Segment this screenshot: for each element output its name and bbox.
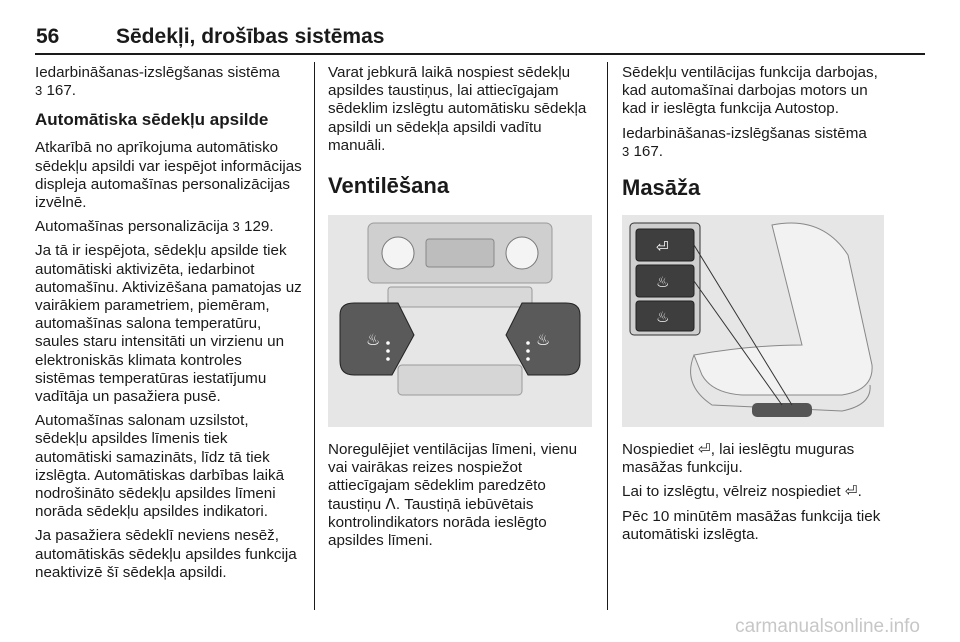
svg-text:♨: ♨	[366, 330, 381, 350]
column-2	[328, 64, 596, 556]
column-divider-1	[314, 62, 315, 610]
page-ref[interactable]: 129.	[239, 218, 274, 236]
page-ref-arrow-icon: 3	[622, 143, 630, 159]
dashboard-illustration	[328, 215, 592, 427]
page-ref-arrow-icon: 3	[35, 83, 43, 99]
heading-auto-seat-heating: Automātiska sēdekļu apsilde	[35, 110, 269, 130]
column-3	[622, 64, 890, 550]
page-header	[0, 0, 960, 56]
column-divider-2	[607, 62, 608, 610]
svg-text:⏎: ⏎	[656, 238, 669, 257]
paragraph-auto-activation: Ja tā ir iespējota, sēdekļu apsilde tiek automātiski aktivizēta, iedarbinot automašīnu. Aktivizēšana pamatojas uz vairākiem parametriem, piemēram, automašīnas salona temperatūru, saules staru intensitāti un virzienu un elektroniskās klimata kontroles sistēmas temperatūras iestatījumu vadītāja un pasažiera pusē.	[35, 242, 302, 406]
page-ref[interactable]: 167.	[629, 142, 664, 160]
page-number: 56	[36, 25, 60, 48]
paragraph-passenger-seat: Ja pasažiera sēdeklī neviens nesēž, automātiskās sēdekļu apsildes funkcija neaktivizē šī sēdekļa apsildi.	[35, 527, 297, 581]
ventilation-button-icon: ⴷ	[385, 495, 396, 513]
figure-ventilation-buttons	[328, 215, 592, 427]
page-ref[interactable]: 167.	[42, 82, 77, 100]
svg-text:♨: ♨	[656, 273, 670, 292]
paragraph-ventilation-level: Noregulējiet ventilācijas līmeni, vienu vai vairākas reizes nospiežot attiecīgajam sēdeklim paredzēto taustiņu ⴷ. Taustiņā iebūvētais kontrolindikators norāda ieslēgto apsildes līmeni.	[328, 441, 578, 550]
heading-ventilation: Ventilēšana	[328, 173, 450, 199]
heading-massage: Masāža	[622, 175, 701, 201]
paragraph-personalization-ref: Automašīnas personalizācija 3 129.	[35, 218, 274, 236]
paragraph-manual-control: Varat jebkurā laikā nospiest sēdekļu apsildes taustiņus, lai attiecīgajam sēdeklim izslēgtu automātisku sēdekļa apsildi un sēdekļa apsildi vadītu manuāli.	[328, 64, 587, 154]
figure-massage-seat	[622, 215, 884, 427]
svg-text:♨: ♨	[656, 308, 670, 327]
paragraph-ventilation-conditions: Sēdekļu ventilācijas funkcija darbojas, kad automašīnai darbojas motors un kad ir ieslēgta funkcija Autostop.	[622, 64, 878, 118]
column-1	[35, 64, 305, 588]
svg-text:♨: ♨	[536, 330, 551, 350]
paragraph-start-stop-ref-2: Iedarbināšanas-izslēgšanas sistēma 3 167.	[622, 124, 867, 160]
massage-button-icon: ⏎	[697, 441, 711, 459]
paragraph-massage-off: Lai to izslēgtu, vēlreiz nospiediet ⏎.	[622, 483, 862, 501]
massage-button-icon: ⏎	[844, 483, 858, 501]
watermark: carmanualsonline.info	[735, 616, 920, 637]
paragraph-massage-timeout: Pēc 10 minūtēm masāžas funkcija tiek automātiski izslēgta.	[622, 507, 881, 543]
page-ref-arrow-icon: 3	[232, 219, 240, 235]
seat-illustration	[622, 215, 884, 427]
paragraph-start-stop-ref: Iedarbināšanas-izslēgšanas sistēma 3 167.	[35, 64, 280, 100]
paragraph-auto-intro: Atkarībā no aprīkojuma automātisko sēdekļu apsildi var iespējot informācijas displeja automašīnas personalizācijas izvēlnē.	[35, 139, 302, 212]
paragraph-auto-reduction: Automašīnas salonam uzsilstot, sēdekļu apsildes līmenis tiek automātiski samazināts, līdz tā tiek izslēgta. Automātiskas darbības laikā nodrošināto sēdekļu apsildes līmeni norāda sēdekļu apsildes indikatori.	[35, 412, 285, 521]
header-rule	[35, 53, 925, 55]
page-title: Sēdekļi, drošības sistēmas	[116, 25, 385, 48]
paragraph-massage-on: Nospiediet ⏎, lai ieslēgtu muguras masāžas funkciju.	[622, 441, 855, 477]
